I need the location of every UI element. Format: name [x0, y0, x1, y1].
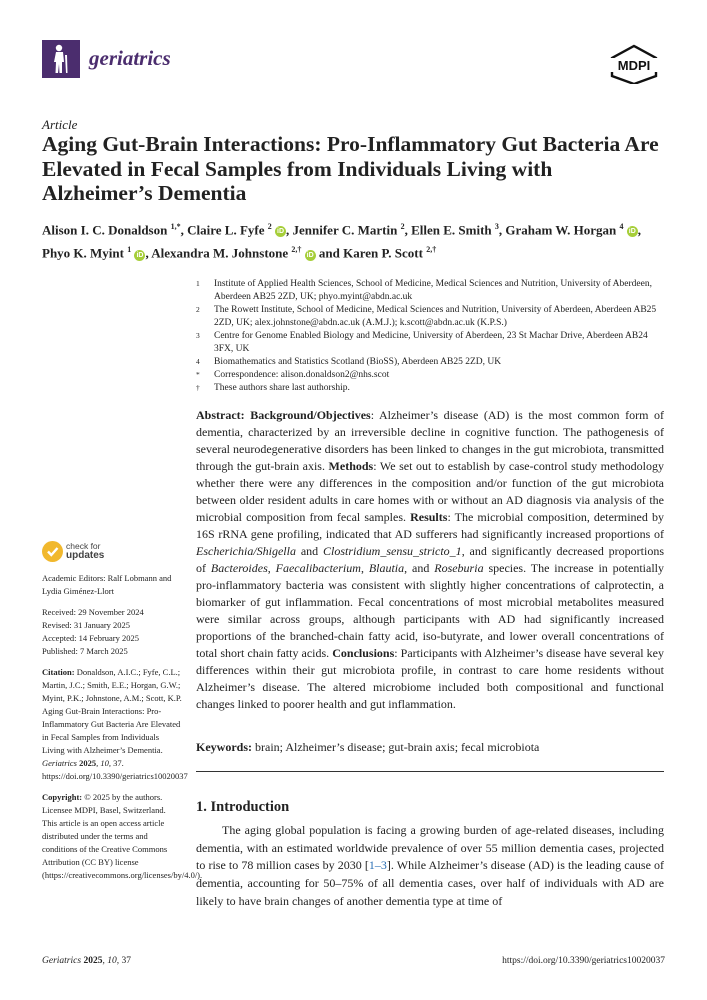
- abstract: Abstract: Background/Objectives: Alzheimer’s disease (AD) is the most common form of dementia, characterized by an irreversible decline in cognitive function. The pathogenesis of several neurodegenerative disorders has been linked to changes in the gut microbiota, transmitted through the gut-brain axis. Methods: We set out to establish by case-control study methodology whether there were any differences in the composition and/or function of the gut microbiota between older resident adults in care homes with or without an AD diagnosis via analysis of the microbial composition from fecal samples. Results: The microbial composition, determined by 16S rRNA gene profiling, indicated that AD sufferers had significantly increased proportions of Escherichia/Shigella and Clostridium_sensu_stricto_1, and significantly decreased proportions of Bacteroides, Faecalibacterium, Blautia, and Roseburia species. The increase in potentially pro-inflammatory bacteria was consistent with slightly higher concentrations of calprotectin, a biomarker of gut inflammation. Fecal concentrations of most microbial metabolites measured were similar across groups, although participants with AD had significantly increased proportions of the branched-chain fatty acid, iso-butyrate, and lower overall concentrations of total short chain fatty acids. Conclusions: Participants with Alzheimer’s disease have several key differences within their gut microbiota profile, in contrast to care home residents without Alzheimer’s disease. The altered microbiome included both compositional and functional changes linked to poorer health and gut inflammation.: [196, 408, 665, 711]
- affiliation-text: The Rowett Institute, School of Medicine, Medical Sciences and Nutrition, University of Aberdeen, Aberdeen AB25 2ZD, UK; alex.johnstone@abdn.ac.uk (A.M.J.); k.scott@abdn.ac.uk (K.P.S.): [214, 305, 657, 328]
- author-affiliation-mark: 3: [494, 222, 499, 231]
- author-name: Jennifer C. Martin: [292, 222, 398, 238]
- citation-block: Citation: Donaldson, A.I.C.; Fyfe, C.L.; Martin, J.C.; Smith, E.E.; Horgan, G.W.; Myint, P.K.; Johnstone, A.M.; Scott, K.P. Aging Gut-Brain Interactions: Pro-Inflammatory Gut Bacteria Are Elevated in Fecal Samples from Individuals Living with Alzheimer’s Dementia. Geriatrics 2025, 10, 37. https://doi.org/10.3390/geriatrics10020037: [42, 667, 188, 781]
- affiliation-text: Biomathematics and Statistics Scotland (BioSS), Aberdeen AB25 2ZD, UK: [214, 357, 502, 367]
- elderly-person-icon: [42, 40, 80, 78]
- affiliation-item: [196, 382, 666, 395]
- affiliation-mark: 1: [196, 279, 200, 288]
- affiliation-text: Centre for Genome Enabled Biology and Medicine, University of Aberdeen, 23 St Machar Drive, Aberdeen AB24 3FX, UK: [214, 331, 648, 354]
- affiliation-item: [196, 278, 666, 304]
- affiliation-item: [196, 369, 666, 382]
- journal-logo: [42, 40, 80, 78]
- mdpi-logo[interactable]: [608, 44, 660, 84]
- author-list: Alison I. C. Donaldson $^{1,*}$, Claire L. Fyfe $^2$ iD , Jennifer C. Martin $^2$, Ellen E. Smith $^3$, Graham W. Horgan $^4$ iD , Phyo K. Myint $^1$ iD , Alexandra M. Johnstone $^{2,\dagger}$ iD and Karen P. Scott $^{2,\dagger}$: [42, 222, 641, 261]
- affiliation-mark: †: [196, 383, 200, 392]
- orcid-icon[interactable]: iD: [306, 251, 314, 259]
- check-for-updates-button[interactable]: [42, 541, 112, 563]
- affiliations: [196, 278, 666, 395]
- journal-name[interactable]: geriatrics: [89, 46, 171, 70]
- article-info-sidebar: [42, 572, 203, 882]
- author-affiliation-mark: 2,†: [291, 245, 302, 255]
- copyright-block: Copyright: © 2025 by the authors. Licensee MDPI, Basel, Switzerland. This article is an open access article distributed under the terms and conditions of the Creative Commons Attribution (CC BY) license (https://creativecommons.org/licenses/by/4.0/).: [42, 792, 203, 880]
- received-date: Received: 29 November 2024: [42, 607, 144, 617]
- citation-link[interactable]: 1–3: [368, 858, 387, 873]
- section-heading-introduction: 1. Introduction: [196, 799, 290, 815]
- affiliation-text: These authors share last authorship.: [214, 383, 350, 393]
- section-divider: [196, 771, 664, 772]
- author-name: Alexandra M. Johnstone: [151, 245, 289, 261]
- author-affiliation-mark: 2: [267, 222, 272, 231]
- academic-editors: Academic Editors: Ralf Lobmann and Lydia Giménez-Llort: [42, 573, 172, 596]
- author-affiliation-mark: 4: [619, 222, 624, 231]
- authors-and: and: [318, 245, 340, 261]
- check-updates-icon: [42, 541, 63, 562]
- orcid-icon[interactable]: iD: [277, 228, 284, 236]
- author-name: Phyo K. Myint: [42, 245, 124, 261]
- affiliation-text: Institute of Applied Health Sciences, School of Medicine, Medical Sciences and Nutrition, University of Aberdeen, Aberdeen AB25 2ZD, UK; phyo.myint@abdn.ac.uk: [214, 279, 652, 302]
- affiliation-item: [196, 356, 666, 369]
- check-updates-line1: check for: [66, 541, 101, 551]
- published-date: Published: 7 March 2025: [42, 646, 128, 656]
- article-title: Aging Gut-Brain Interactions: Pro-Inflammatory Gut Bacteria Are Elevated in Fecal Samples from Individuals Living with Alzheimer’s Dementia: [42, 132, 659, 205]
- author-name: Alison I. C. Donaldson: [42, 222, 168, 238]
- author-affiliation-mark: 2: [400, 222, 405, 231]
- introduction-paragraph: The aging global population is facing a growing burden of age-related diseases, including dementia, with an estimated worldwide prevalence of over 55 million dementia cases, projected to rise to 78 million cases by 2030 [1–3]. While Alzheimer’s disease (AD) is the leading cause of dementia, accounting for 50–75% of all dementia cases, over half of individuals with AD are likely to have brain changes of another dementia type at time of: [196, 823, 665, 908]
- mdpi-logo-text: MDPI: [617, 58, 651, 73]
- orcid-icon[interactable]: iD: [628, 228, 636, 236]
- author-affiliation-mark: 1,*: [170, 222, 181, 231]
- author-name: Karen P. Scott: [343, 245, 423, 261]
- affiliation-item: [196, 330, 666, 356]
- keywords: Keywords: brain; Alzheimer’s disease; gut-brain axis; fecal microbiota: [196, 740, 540, 754]
- author-affiliation-mark: 2,†: [426, 245, 437, 255]
- affiliation-mark: 3: [196, 331, 200, 340]
- footer-citation: Geriatrics 2025, 10, 37: [42, 956, 131, 966]
- affiliation-mark: 2: [196, 305, 200, 314]
- author-name: Graham W. Horgan: [505, 222, 617, 238]
- author-name: Claire L. Fyfe: [187, 222, 265, 238]
- revised-date: Revised: 31 January 2025: [42, 620, 131, 630]
- orcid-icon[interactable]: iD: [136, 251, 144, 259]
- affiliation-item: [196, 304, 666, 330]
- affiliation-mark: 4: [196, 357, 200, 366]
- affiliation-text: Correspondence: alison.donaldson2@nhs.scot: [214, 370, 390, 380]
- check-updates-line2: updates: [66, 550, 105, 561]
- affiliation-mark: *: [196, 370, 200, 379]
- accepted-date: Accepted: 14 February 2025: [42, 633, 140, 643]
- author-affiliation-mark: 1: [127, 245, 132, 255]
- author-name: Ellen E. Smith: [411, 222, 492, 238]
- footer-doi-link[interactable]: https://doi.org/10.3390/geriatrics10020037: [502, 956, 665, 966]
- article-type: Article: [42, 117, 78, 132]
